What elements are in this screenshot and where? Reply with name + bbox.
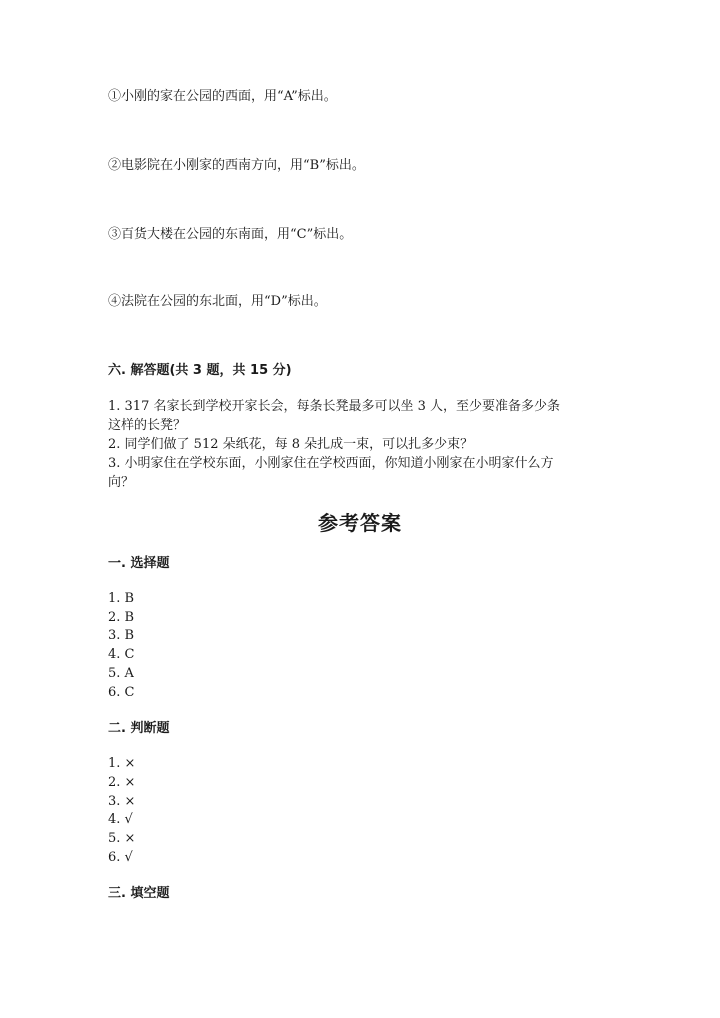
part1-answer: 4. C — [108, 647, 135, 662]
part1-answer: 1. B — [108, 591, 135, 606]
part1-heading: 一. 选择题 — [108, 556, 170, 571]
map-task-c: ③百货大楼在公园的东南面，用“C”标出。 — [108, 227, 353, 242]
map-task-d: ④法院在公园的东北面，用“D”标出。 — [108, 294, 327, 309]
part1-answer: 6. C — [108, 685, 135, 700]
map-task-b: ②电影院在小刚家的西南方向，用“B”标出。 — [108, 158, 365, 173]
part2-answer: 1. × — [108, 756, 136, 771]
part1-answer: 3. B — [108, 628, 135, 643]
part1-answer: 2. B — [108, 610, 135, 625]
question-1-line-2: 这样的长凳？ — [108, 418, 187, 433]
question-3-line-2: 向？ — [108, 475, 135, 490]
part2-answer: 2. × — [108, 775, 136, 790]
question-2: 2. 同学们做了 512 朵纸花，每 8 朵扎成一束，可以扎多少束？ — [108, 437, 474, 452]
answer-key-title: 参考答案 — [318, 511, 402, 535]
part2-answer: 6. √ — [108, 850, 133, 865]
part2-answer: 5. × — [108, 831, 136, 846]
part2-heading: 二. 判断题 — [108, 721, 170, 736]
map-task-a: ①小刚的家在公园的西面，用“A”标出。 — [108, 89, 337, 104]
part2-answer: 3. × — [108, 794, 136, 809]
part2-answer: 4. √ — [108, 812, 133, 827]
part1-answer: 5. A — [108, 666, 134, 681]
question-3-line-1: 3. 小明家住在学校东面，小刚家住在学校西面，你知道小刚家在小明家什么方 — [108, 456, 554, 471]
question-1-line-1: 1. 317 名家长到学校开家长会，每条长凳最多可以坐 3 人，至少要准备多少条 — [108, 399, 561, 414]
part3-heading: 三. 填空题 — [108, 886, 170, 901]
section-six-heading: 六. 解答题(共 3 题，共 15 分) — [108, 363, 292, 378]
